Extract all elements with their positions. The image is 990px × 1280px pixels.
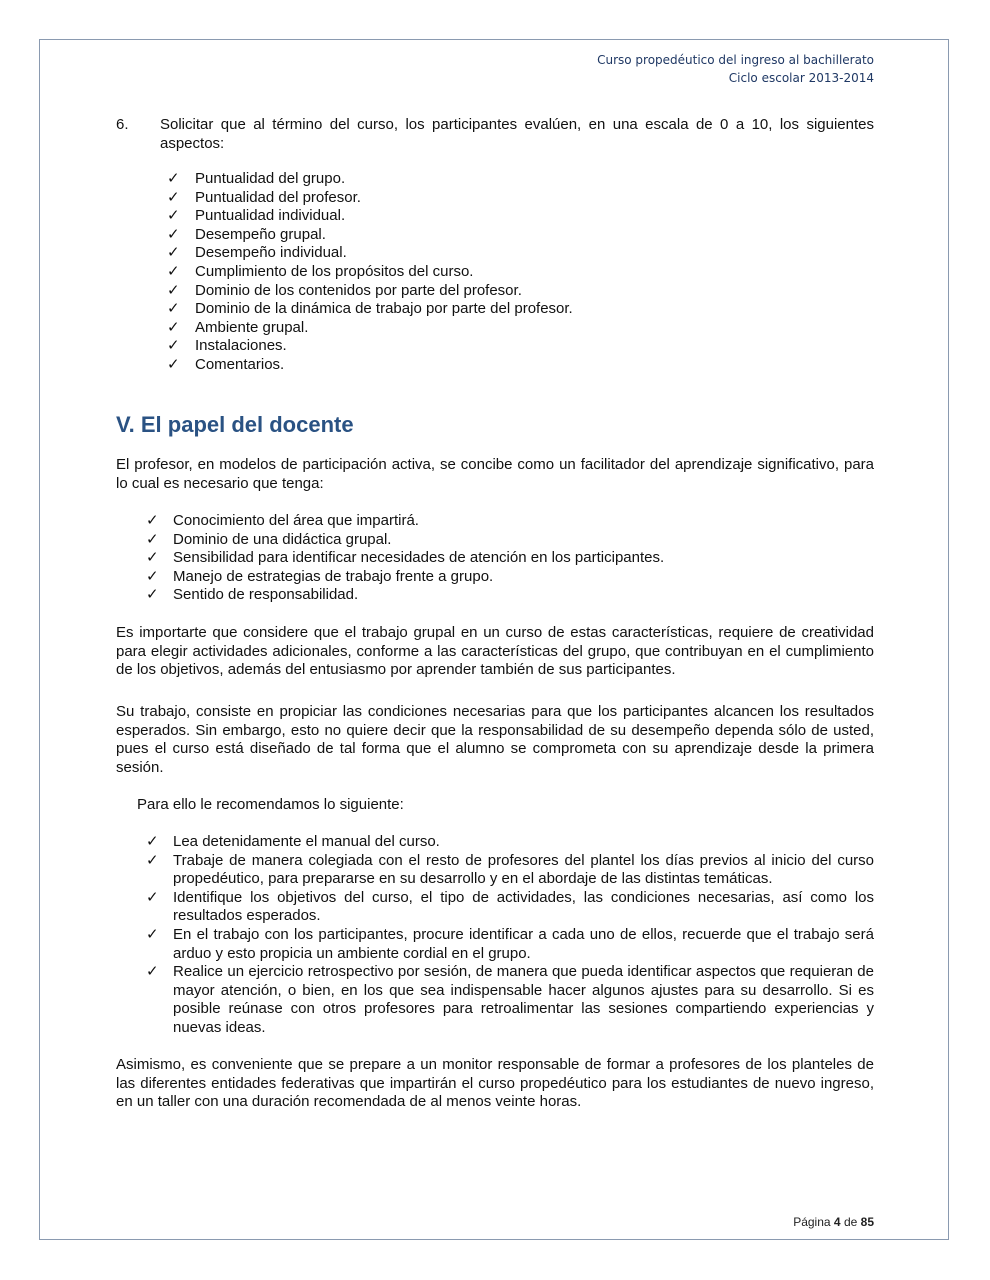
check-icon: ✓ (167, 225, 180, 243)
numbered-item-6 (116, 116, 874, 153)
page-number (793, 1213, 874, 1232)
list-item (116, 531, 874, 550)
list-item (116, 852, 874, 889)
check-icon: ✓ (146, 586, 159, 604)
list-item-text: Lea detenidamente el manual del curso. (173, 833, 440, 850)
list-item-text: Instalaciones. (195, 337, 287, 355)
list-item (116, 226, 874, 245)
traits-list (116, 512, 874, 605)
list-item-text: Ambiente grupal. (195, 318, 309, 336)
paragraph-intro: El profesor, en modelos de participación activa, se concibe como un facilitador del aprendizaje significativo, para lo cual es necesario que tenga: (116, 456, 874, 492)
check-icon: ✓ (146, 512, 159, 529)
list-item (116, 963, 874, 1037)
current-page: 4 (833, 1215, 841, 1229)
list-item-text: Dominio de una didáctica grupal. (173, 530, 392, 548)
check-icon: ✓ (146, 833, 159, 850)
item-number: 6. (116, 116, 129, 133)
check-icon: ✓ (146, 851, 159, 869)
list-item (116, 512, 874, 531)
check-icon: ✓ (146, 567, 159, 585)
list-item-text: Desempeño individual. (195, 244, 347, 262)
check-icon: ✓ (167, 188, 180, 206)
list-item-text: Cumplimiento de los propósitos del curso. (195, 262, 474, 280)
list-item (116, 549, 874, 568)
check-icon: ✓ (167, 244, 180, 262)
list-item-text: Puntualidad individual. (195, 207, 346, 225)
list-item-text: Sentido de responsabilidad. (173, 586, 359, 604)
list-item-text: Manejo de estrategias de trabajo frente a grupo. (173, 567, 494, 585)
list-item-text: Dominio de la dinámica de trabajo por parte del profesor. (195, 300, 573, 318)
check-icon: ✓ (146, 530, 159, 548)
list-item-text: Identifique los objetivos del curso, el tipo de actividades, las condiciones necesarias, así como los resultados esperados. (173, 888, 874, 925)
check-icon: ✓ (146, 549, 159, 567)
check-icon: ✓ (167, 170, 180, 187)
list-item-text: Trabaje de manera colegiada con el resto de profesores del plantel los días previos al inicio del curso propedéutico, para prepararse en su desarrollo y en el abordaje de las distintas temáticas. (173, 851, 874, 888)
list-item (116, 244, 874, 263)
list-item (116, 356, 874, 375)
paragraph-responsibility: Su trabajo, consiste en propiciar las condiciones necesarias para que los participantes alcancen los resultados esperados. Sin embargo, esto no quiere decir que la responsabilidad de su desempeño dependa sólo de usted, pues el curso está diseñado de tal forma que el alumno se comprometa con su aprendizaje desde la primera sesión. (116, 703, 874, 776)
item-text: Solicitar que al término del curso, los participantes evalúen, en una escala de 0 a 10, los siguientes aspectos: (160, 116, 874, 152)
list-item (116, 337, 874, 356)
list-item-text: Puntualidad del grupo. (195, 170, 346, 187)
list-item-text: Desempeño grupal. (195, 225, 326, 243)
total-pages: 85 (860, 1215, 874, 1229)
list-item (116, 207, 874, 226)
check-icon: ✓ (146, 963, 159, 981)
list-item (116, 170, 874, 189)
page-of: de (843, 1215, 858, 1229)
check-icon: ✓ (167, 262, 180, 280)
list-item-text: Comentarios. (195, 355, 285, 373)
aspects-list (116, 170, 874, 375)
check-icon: ✓ (146, 925, 159, 943)
running-header (597, 51, 874, 87)
check-icon: ✓ (167, 355, 180, 373)
paragraph-group-work: Es importarte que considere que el trabajo grupal en un curso de estas características, requiere de creatividad para elegir actividades adicionales, conforme a las características del grupo, que contribuyan en el cumplimiento de los objetivos, además del entusiasmo por aprender también de sus participantes. (116, 624, 874, 679)
list-item (116, 282, 874, 301)
paragraph-monitor: Asimismo, es conveniente que se prepare a un monitor responsable de formar a profesores de los planteles de las diferentes entidades federativas que impartirán el curso propedéutico para los estudiantes de nuevo ingreso, en un taller con una duración recomendada de al menos veinte horas. (116, 1056, 874, 1111)
list-item-text: Sensibilidad para identificar necesidades de atención en los participantes. (173, 549, 665, 567)
list-item (116, 586, 874, 605)
header-cycle: Ciclo escolar 2013-2014 (728, 71, 874, 85)
list-item (116, 300, 874, 319)
list-item-text: Puntualidad del profesor. (195, 188, 361, 206)
check-icon: ✓ (146, 888, 159, 906)
check-icon: ✓ (167, 318, 180, 336)
list-item (116, 263, 874, 282)
list-item (116, 189, 874, 208)
recommendations-list (116, 833, 874, 1038)
page-label: Página (793, 1215, 831, 1229)
check-icon: ✓ (167, 300, 180, 318)
paragraph-recommend: Para ello le recomendamos lo siguiente: (137, 796, 404, 813)
check-icon: ✓ (167, 337, 180, 355)
list-item-text: Realice un ejercicio retrospectivo por sesión, de manera que pueda identificar aspectos que requieran de mayor atención, o bien, en los que sea indispensable hacer algunos ajustes para su desarrollo. Si es posible reúnase con otros profesores para retroalimentar las sesiones compartiendo experiencias y nuevas ideas. (173, 963, 874, 1036)
list-item (116, 568, 874, 587)
list-item-text: Dominio de los contenidos por parte del profesor. (195, 281, 522, 299)
check-icon: ✓ (167, 207, 180, 225)
check-icon: ✓ (167, 281, 180, 299)
header-title: Curso propedéutico del ingreso al bachillerato (597, 53, 874, 67)
list-item (116, 319, 874, 338)
list-item (116, 889, 874, 926)
section-heading: V. El papel del docente (116, 412, 354, 437)
list-item-text: Conocimiento del área que impartirá. (173, 512, 419, 529)
list-item (116, 833, 874, 852)
list-item (116, 926, 874, 963)
list-item-text: En el trabajo con los participantes, procure identificar a cada uno de ellos, recuerde que el trabajo será arduo y esto propicia un ambiente cordial en el grupo. (173, 925, 874, 962)
